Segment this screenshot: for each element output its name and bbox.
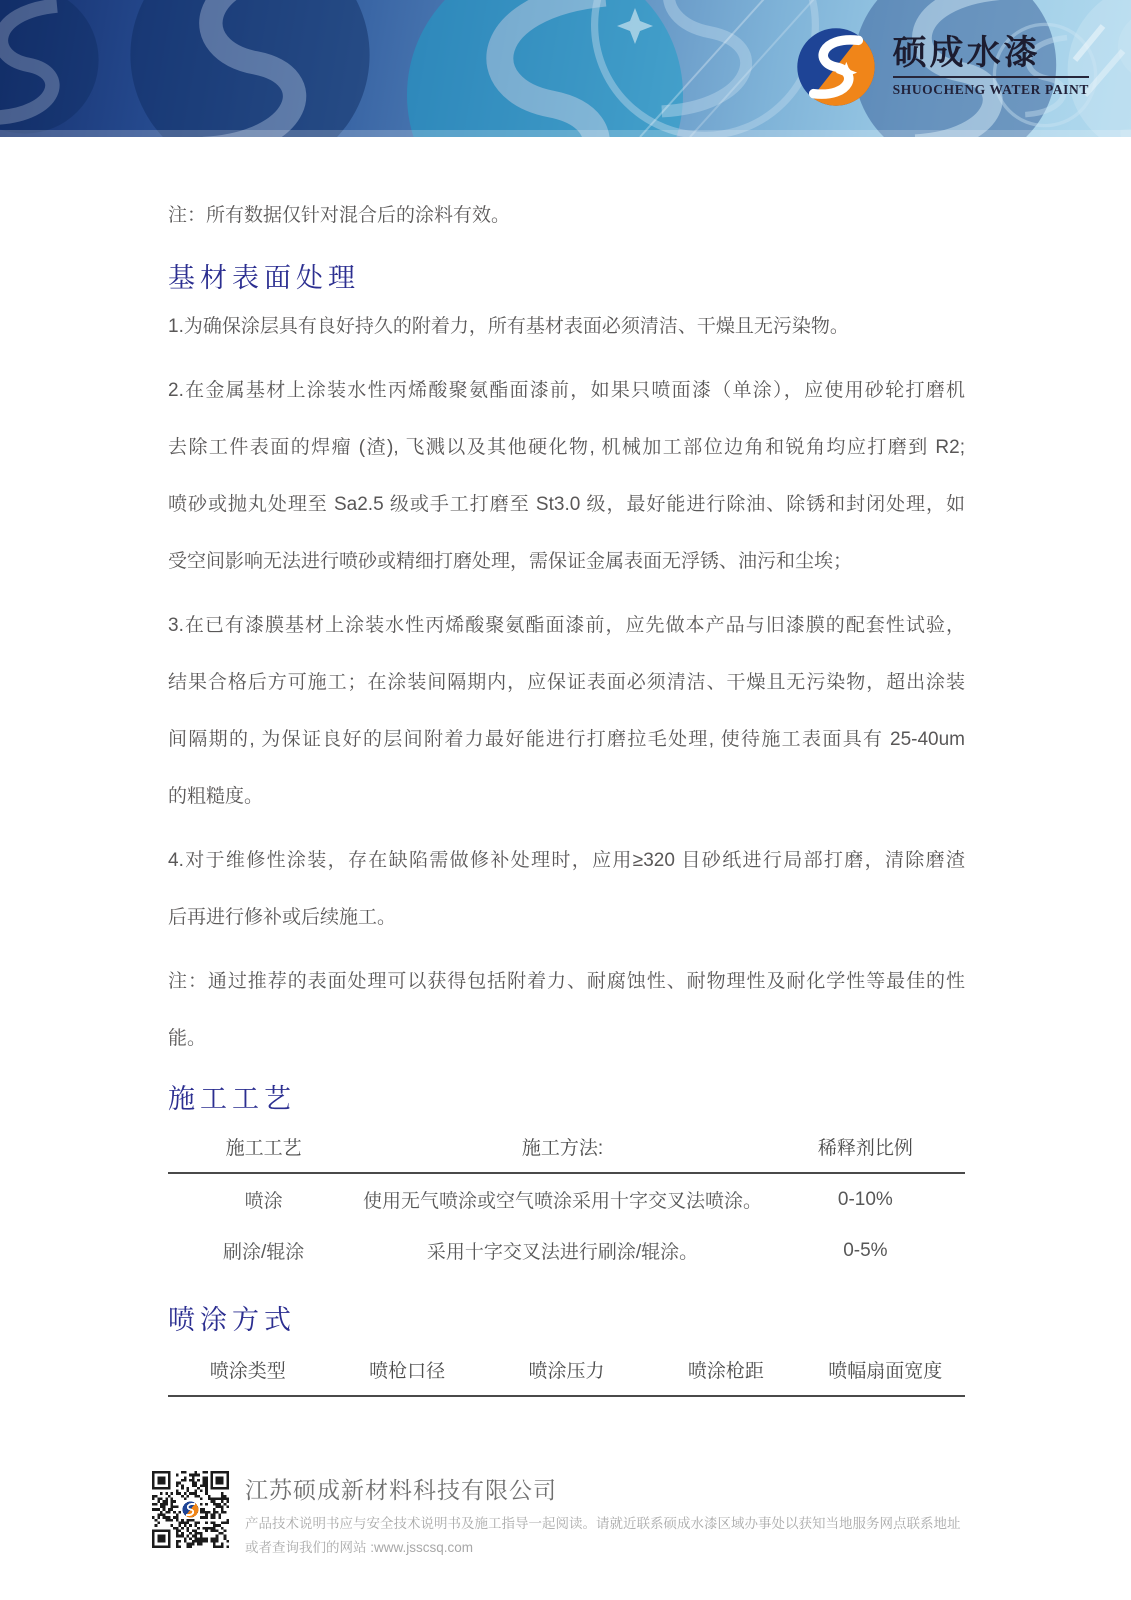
surface-treatment-paragraphs (168, 298, 965, 1067)
table-row (168, 1173, 965, 1225)
paragraph (168, 298, 965, 355)
spray-table (168, 1350, 965, 1397)
text-line: 能。 (168, 1028, 207, 1049)
footer-text (245, 1471, 961, 1559)
page-footer (152, 1471, 992, 1559)
footer-note-line2: 或者查询我们的网站 :www.jsscsq.com (245, 1539, 474, 1555)
top-note: 注：所有数据仅针对混合后的涂料有效。 (168, 205, 511, 226)
table-cell: 喷涂 (244, 1191, 283, 1212)
process-col-header: 施工工艺 (168, 1127, 359, 1173)
header-banner (0, 0, 1131, 137)
swirl-logo-icon (793, 24, 879, 110)
footer-note (245, 1512, 961, 1559)
company-name: 江苏硕成新材料科技有限公司 (245, 1477, 557, 1503)
text-line: 结果合格后方可施工；在涂装间隔期内，应保证表面必须清洁、干燥且无污染物，超出涂装 (168, 672, 965, 693)
spray-col-header: 喷枪口径 (327, 1350, 486, 1396)
paragraph (168, 362, 965, 590)
process-col-header: 稀释剂比例 (766, 1127, 965, 1173)
table-row (168, 1225, 965, 1276)
table-cell: 使用无气喷涂或空气喷涂采用十字交叉法喷涂。 (362, 1191, 762, 1212)
process-table (168, 1127, 965, 1276)
brand-divider (893, 76, 1089, 78)
section-title-surface-treatment: 基材表面处理 (168, 263, 360, 293)
footer-note-line1: 产品技术说明书应与安全技术说明书及施工指导一起阅读。请就近联系硕成水漆区域办事处以获知当地服务网点联系地址 (245, 1516, 961, 1531)
text-line: 后再进行修补或后续施工。 (168, 907, 397, 928)
section-title-spray-method: 喷涂方式 (168, 1305, 296, 1335)
brand-name-en: SHUOCHENG WATER PAINT (892, 81, 1089, 97)
text-line: 去除工件表面的焊瘤 (渣), 飞溅以及其他硬化物, 机械加工部位边角和锐角均应打磨到 R2; (168, 437, 965, 458)
text-line: 4.对于维修性涂装，存在缺陷需做修补处理时，应用≥320 目砂纸进行局部打磨，清除磨渣 (168, 850, 965, 871)
text-line: 注：通过推荐的表面处理可以获得包括附着力、耐腐蚀性、耐物理性及耐化学性等最佳的性 (168, 971, 965, 992)
paragraph (168, 953, 965, 1067)
table-cell: 0-10% (837, 1188, 893, 1210)
table-cell: 刷涂/辊涂 (222, 1242, 305, 1263)
spray-col-header: 喷幅扇面宽度 (806, 1350, 965, 1396)
brand-logo (793, 24, 1089, 110)
process-col-header: 施工方法: (359, 1127, 765, 1173)
paragraph (168, 597, 965, 825)
text-line: 喷砂或抛丸处理至 Sa2.5 级或手工打磨至 St3.0 级，最好能进行除油、除锈和封闭处理，如 (168, 494, 965, 515)
table-cell: 0-5% (843, 1239, 888, 1261)
banner-bottom-strip (0, 130, 1131, 137)
brand-text (893, 36, 1089, 98)
text-line: 2.在金属基材上涂装水性丙烯酸聚氨酯面漆前，如果只喷面漆（单涂），应使用砂轮打磨机 (168, 380, 965, 401)
text-line: 受空间影响无法进行喷砂或精细打磨处理，需保证金属表面无浮锈、油污和尘埃； (168, 551, 853, 572)
section-title-application-process: 施工工艺 (168, 1084, 296, 1114)
brand-name-cn: 硕成水漆 (892, 35, 1041, 73)
table-cell: 采用十字交叉法进行刷涂/辊涂。 (426, 1242, 699, 1263)
process-table-header-row (168, 1127, 965, 1173)
spray-table-header-row (168, 1350, 965, 1396)
document-body (0, 187, 1131, 1397)
text-line: 1.为确保涂层具有良好持久的附着力，所有基材表面必须清洁、干燥且无污染物。 (168, 316, 849, 337)
qr-code (152, 1471, 229, 1548)
spray-col-header: 喷涂压力 (487, 1350, 646, 1396)
text-line: 3.在已有漆膜基材上涂装水性丙烯酸聚氨酯面漆前，应先做本产品与旧漆膜的配套性试验， (168, 615, 965, 636)
text-line: 间隔期的, 为保证良好的层间附着力最好能进行打磨拉毛处理, 使待施工表面具有 25-40um (168, 729, 965, 750)
paragraph (168, 832, 965, 946)
spray-col-header: 喷涂枪距 (646, 1350, 805, 1396)
spray-col-header: 喷涂类型 (168, 1350, 327, 1396)
text-line: 的粗糙度。 (168, 786, 264, 807)
